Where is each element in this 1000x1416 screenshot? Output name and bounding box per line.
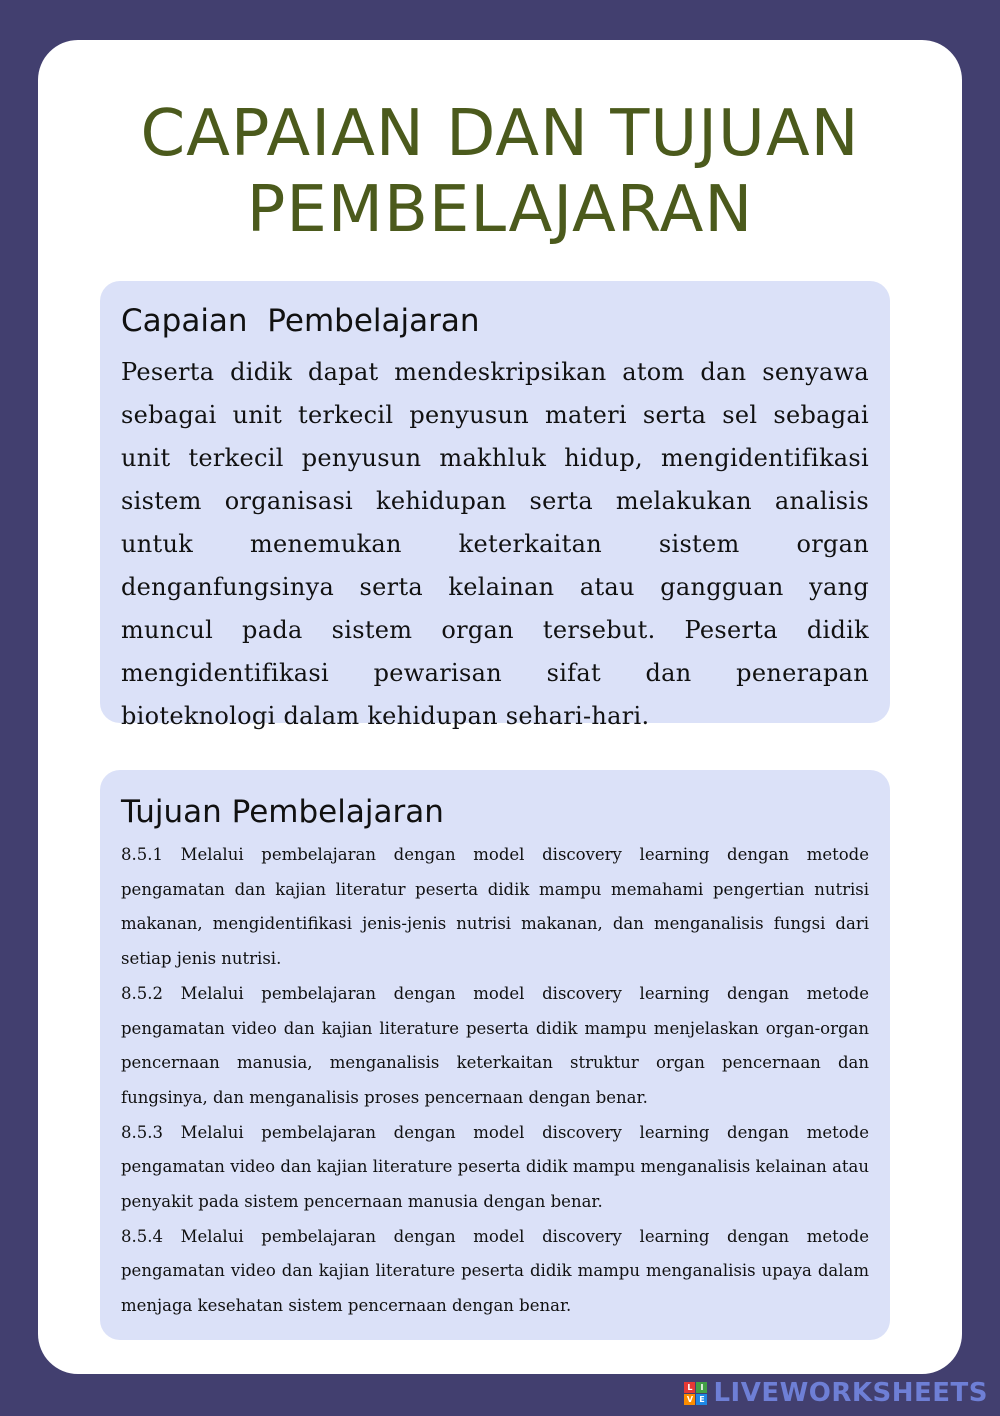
- tujuan-item-8-5-3: 8.5.3 Melalui pembelajaran dengan model discovery learning dengan metode pengamatan video dan kajian literature peserta didik mampu menganalisis kelainan atau penyakit pada sistem pencernaan manusia dengan benar.: [121, 1122, 869, 1212]
- watermark-text: LIVEWORKSHEETS: [713, 1378, 988, 1408]
- tujuan-item-8-5-4: 8.5.4 Melalui pembelajaran dengan model discovery learning dengan metode pengamatan video dan kajian literature peserta didik mampu menganalisis upaya dalam menjaga kesehatan sistem pencernaan dengan benar.: [121, 1226, 869, 1316]
- logo-letter-e: E: [696, 1394, 707, 1405]
- capaian-text: Peserta didik dapat mendeskripsikan atom dan senyawa sebagai unit terkecil penyusun materi serta sel sebagai unit terkecil penyusun makhluk hidup, mengidentifikasi sistem organisasi kehidupan serta melakukan analisis untuk menemukan keterkaitan sistem organ denganfungsinya serta kelainan atau gangguan yang muncul pada sistem organ tersebut. Peserta didik mengidentifikasi pewarisan sifat dan penerapan bioteknologi dalam kehidupan sehari-hari.: [121, 358, 869, 730]
- page-title-line-2: PEMBELAJARAN: [246, 173, 754, 247]
- tujuan-item-8-5-1: 8.5.1 Melalui pembelajaran dengan model discovery learning dengan metode pengamatan dan kajian literatur peserta didik mampu memahami pengertian nutrisi makanan, mengidentifikasi jenis-jenis nutrisi makanan, dan menganalisis fungsi dari setiap jenis nutrisi.: [121, 845, 869, 969]
- logo-letter-v: V: [684, 1394, 695, 1405]
- liveworksheets-logo-icon: [684, 1382, 707, 1405]
- tujuan-list: [121, 838, 869, 1324]
- liveworksheets-watermark: [684, 1378, 988, 1408]
- logo-letter-l: L: [684, 1382, 695, 1393]
- page-title: [38, 96, 962, 248]
- tujuan-section: [100, 770, 890, 1340]
- tujuan-item-8-5-2: 8.5.2 Melalui pembelajaran dengan model discovery learning dengan metode pengamatan video dan kajian literature peserta didik mampu menjelaskan organ-organ pencernaan manusia, menganalisis keterkaitan struktur organ pencernaan dan fungsinya, dan menganalisis proses pencernaan dengan benar.: [121, 983, 869, 1107]
- logo-letter-i: I: [696, 1382, 707, 1393]
- capaian-heading: Capaian Pembelajaran: [121, 303, 480, 339]
- tujuan-heading: Tujuan Pembelajaran: [121, 794, 444, 830]
- worksheet-card: [38, 40, 962, 1374]
- page-title-line-1: CAPAIAN DAN TUJUAN: [140, 97, 860, 171]
- capaian-section: [100, 281, 890, 730]
